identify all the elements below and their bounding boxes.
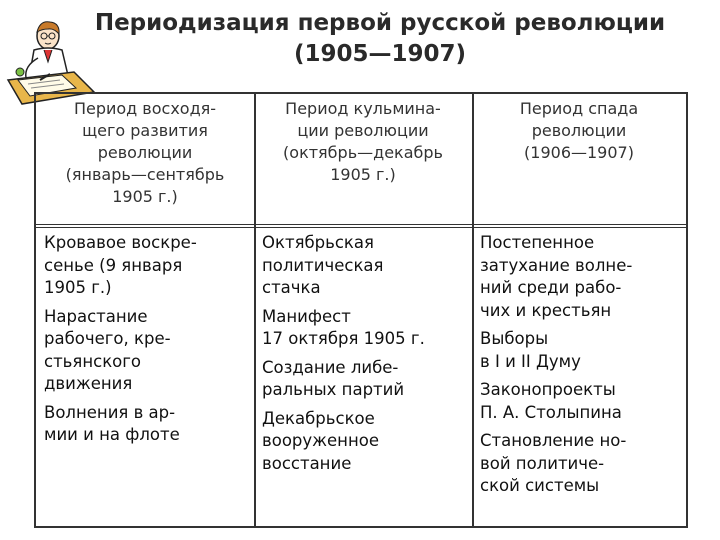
item-line: Кровавое воскре- [44, 233, 197, 252]
list-item [44, 306, 250, 396]
item-line: чих и крестьян [480, 300, 612, 320]
item-line: движения [44, 374, 133, 393]
periodization-table [34, 92, 688, 528]
list-item [480, 232, 684, 322]
body-cell-rise [44, 232, 250, 453]
item-line: Нарастание [44, 306, 148, 326]
item-line: Постепенное [480, 233, 595, 252]
header-line: революции [531, 121, 627, 140]
header-line: ции революции [297, 121, 429, 140]
list-item [480, 430, 684, 498]
header-cell-rise [36, 98, 254, 208]
header-divider [36, 224, 686, 228]
header-line: Период спада [519, 99, 639, 118]
item-line: стьянского [44, 351, 142, 371]
item-line: ральных партий [262, 380, 405, 399]
header-line: 1905 г.) [112, 187, 178, 206]
header-line: революции [97, 143, 193, 162]
header-line: Период восходя- [73, 99, 217, 118]
item-line: 17 октября 1905 г. [262, 329, 425, 348]
item-line: Волнения в ар- [44, 402, 176, 422]
header-line: (январь—сентябрь [65, 165, 225, 184]
header-line: щего развития [82, 121, 208, 140]
item-line: П. А. Столыпина [480, 402, 622, 422]
list-item [44, 402, 250, 447]
item-line: 1905 г.) [44, 278, 112, 297]
body-cell-culmination [262, 232, 468, 481]
item-line: Становление но- [480, 431, 627, 450]
item-line: Манифест [262, 306, 351, 326]
item-line: ской системы [480, 476, 600, 495]
item-line: в I и II Думу [480, 351, 581, 371]
item-line: ний среди рабо- [480, 278, 622, 297]
item-line: мии и на флоте [44, 425, 180, 444]
item-line: Создание либе- [262, 357, 399, 377]
header-line: Период кульмина- [285, 99, 441, 118]
item-line: стачка [262, 278, 321, 297]
item-line: вой политиче- [480, 453, 605, 473]
page-title [60, 8, 700, 70]
header-line: (октябрь—декабрь [283, 143, 443, 162]
list-item [480, 379, 684, 424]
header-line: 1905 г.) [330, 165, 396, 184]
item-line: рабочего, кре- [44, 329, 171, 348]
title-line-2: (1905—1907) [293, 41, 467, 67]
item-line: политическая [262, 255, 384, 275]
list-item [262, 232, 468, 300]
item-line: сенье (9 января [44, 255, 183, 275]
item-line: Законопроекты [480, 380, 616, 399]
header-cell-culmination [254, 98, 472, 186]
body-cell-decline [480, 232, 684, 504]
list-item [480, 328, 684, 373]
item-line: Октябрьская [262, 233, 374, 252]
item-line: Выборы [480, 329, 549, 348]
list-item [262, 408, 468, 476]
list-item [262, 306, 468, 351]
item-line: восстание [262, 453, 352, 473]
item-line: вооруженное [262, 431, 379, 450]
item-line: затухание волне- [480, 255, 633, 275]
title-line-1: Периодизация первой русской революции [94, 10, 666, 36]
header-line: (1906—1907) [524, 143, 634, 162]
header-cell-decline [472, 98, 686, 164]
item-line: Декабрьское [262, 408, 375, 428]
list-item [262, 357, 468, 402]
list-item [44, 232, 250, 300]
